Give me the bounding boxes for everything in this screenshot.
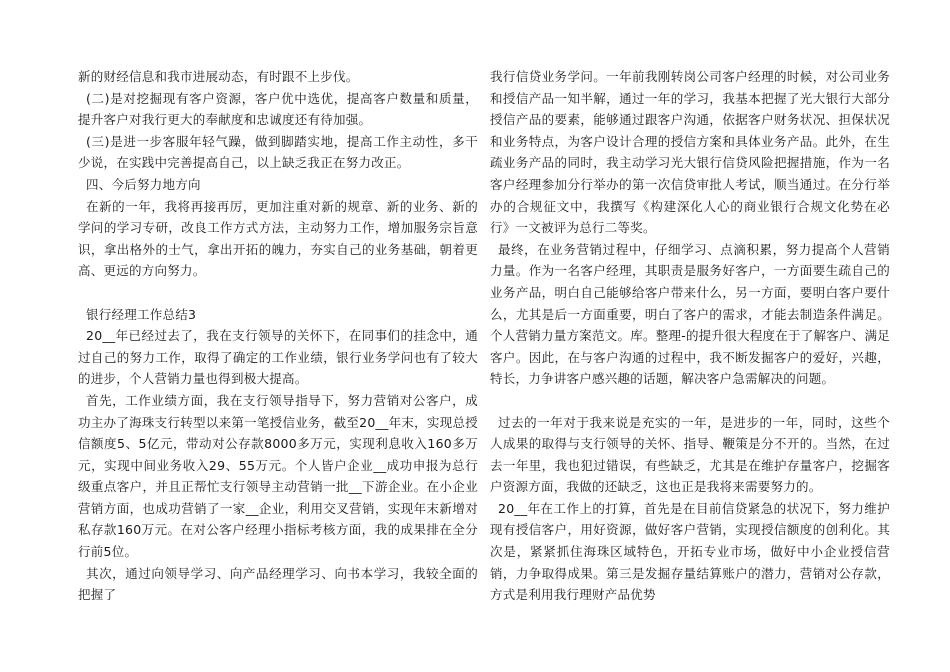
left-paragraph-7: 其次，通过向领导学习、向产品经理学习、向书本学习，我较全面的把握了 [78, 565, 478, 603]
left-paragraph-3: (三)是进一步客服年轻气躁，做到脚踏实地，提高工作主动性，多干少说，在实践中完善提高自己，以上缺乏我正在努力改正。 [78, 133, 478, 171]
section-title: 银行经理工作总结3 [86, 306, 197, 322]
paragraph-gap [78, 282, 478, 304]
paragraph-gap [490, 390, 890, 412]
left-paragraph-1: 新的财经信息和我市进展动态，有时跟不上步伐。 [78, 69, 359, 84]
section-heading-4: 四、今后努力地方向 [86, 176, 201, 192]
left-paragraph-2: (二)是对挖掘现有客户资源，客户优中选优，提高客户数量和质量，提升客户对我行更大的奉献度和忠诚度还有待加强。 [78, 90, 478, 128]
left-paragraph-5: 20__年已经过去了，我在支行领导的关怀下，在同事们的挂念中，通过自己的努力工作，取得了确定的工作业绩，银行业务学问也有了较大的进步，个人营销力量也得到极大提高。 [78, 328, 478, 387]
right-paragraph-3: 过去的一年对于我来说是充实的一年，是进步的一年，同时，这些个人成果的取得与支行领导的关怀、指导、鞭策是分不开的。当然，在过去一年里，我也犯过错误，有些缺乏，尤其是在维护存量客户，挖掘客户资源方面，我做的还缺乏，这也正是我将来需要努力的。 [490, 414, 890, 495]
left-paragraph-6: 首先，工作业绩方面，我在支行领导指导下，努力营销对公客户，成功主办了海珠支行转型以来第一笔授信业务，截至20__年末，实现总授信额度5、5亿元，带动对公存款8000多万元，实现利息收入160多万元，实现中间业务收入29、55万元。个人皆户企业__成功申报为总行级重点客户，并且正帮忙支行领导主动营销一批__下游企业。在小企业营销方面，也成功营销了一家__企业，利用交叉营销，实现年末新增对私存款160万元。在对公客户经理小指标考核方面，我的成果排在全分行前5位。 [78, 392, 478, 560]
right-paragraph-4: 20__年在工作上的打算，首先是在目前信贷紧急的状况下，努力维护现有授信客户，用好资源，做好客户营销，实现授信额度的创利化。其次是，紧紧抓住海珠区域特色，开拓专业市场，做好中小企业授信营销，力争取得成果。第三是发掘存量结算账户的潜力，营销对公存款，方式是利用我行理财产品优势 [490, 500, 890, 603]
right-paragraph-1: 我行信贷业务学问。一年前我刚转岗公司客户经理的时候，对公司业务和授信产品一知半解，通过一年的学习，我基本把握了光大银行大部分授信产品的要素，能够通过跟客户沟通，依据客户财务状况、担保状况和业务特点，为客户设计合理的授信方案和具体业务产品。此外，在生疏业务产品的同时，我主动学习光大银行信贷风险把握措施，作为一名客户经理参加分行举办的第一次信贷审批人考试，顺当通过。在分行举办的合规征文中，我撰写《构建深化人心的商业银行合规文化势在必行》一文被评为总行二等奖。 [490, 69, 890, 236]
left-column [78, 66, 478, 606]
right-column [490, 66, 890, 606]
right-paragraph-2: 最终，在业务营销过程中，仔细学习、点滴积累，努力提高个人营销力量。作为一名客户经理，其职责是服务好客户，一方面要生疏自己的业务产品，明白自己能够给客户带来什么，另一方面，要明白客户要什么，尤其是后一方面重要，明白了客户的需求，才能去制造条件满足。个人营销力量方案范文。库。整理-的提升很大程度在于了解客户、满足客户。因此，在与客户沟通的过程中，我不断发掘客户的爱好，兴趣，特长，力争讲客户感兴趣的话题，解决客户急需解决的问题。 [490, 241, 891, 387]
left-paragraph-4: 在新的一年，我将再接再厉，更加注重对新的规章、新的业务、新的学问的学习专研，改良工作方式方法，主动努力工作，增加服务宗旨意识，拿出格外的士气，拿出开拓的魄力，夯实自己的业务基础，朝着更高、更远的方向努力。 [78, 198, 478, 279]
